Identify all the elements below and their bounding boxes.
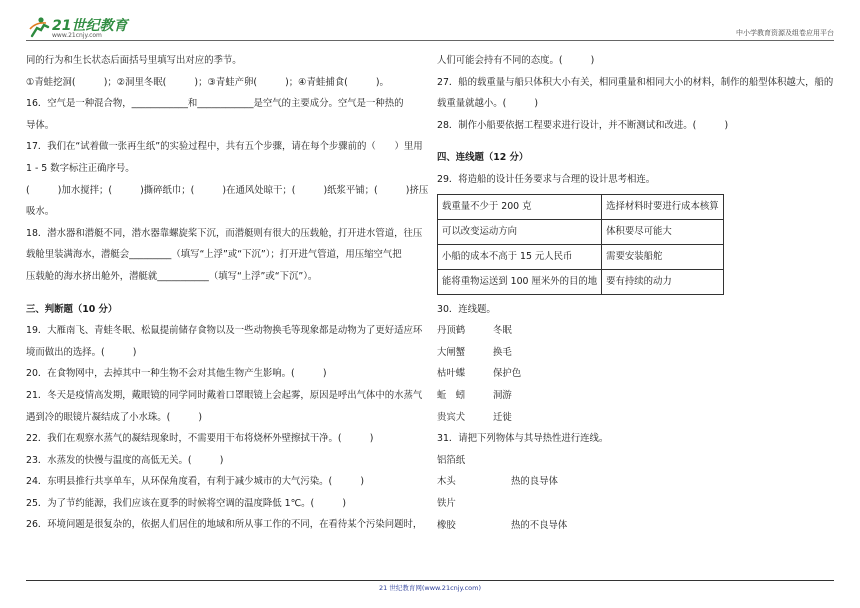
object-label: 铁片	[437, 497, 456, 509]
table-cell: 需要安装船舵	[602, 244, 724, 269]
match-pair	[437, 342, 837, 364]
runner-logo-icon	[28, 16, 50, 38]
behavior-label: 迁徙	[493, 411, 512, 423]
text-line: 27．船的载重量与船只体积大小有关，相同重量和相同大小的材料，制作的船型体积越大，船的	[437, 76, 834, 88]
spacer	[26, 288, 426, 299]
header-divider	[26, 40, 834, 41]
text-line: 25．为了节约能源，我们应该在夏季的时候将空调的温度降低 1℃。( )	[26, 497, 346, 509]
table-row	[438, 194, 724, 219]
behavior-label: 换毛	[493, 346, 512, 358]
text-line: 19．大雁南飞、青蛙冬眠、松鼠提前储存食物以及一些动物换毛等现象都是动物为了更好适应环	[26, 325, 423, 337]
text-line: 吸水。	[26, 206, 55, 218]
table-cell: 小船的成本不高于 15 元人民币	[438, 244, 602, 269]
question-30: 30．连线题。	[437, 303, 496, 315]
text-line: 22．我们在观察水蒸气的凝结现象时，不需要用干布将烧杯外壁擦拭干净。( )	[26, 433, 374, 445]
site-logo	[28, 14, 148, 40]
behavior-label: 洞游	[493, 389, 512, 401]
text-line: 28．制作小船要依据工程要求进行设计，并不断测试和改进。( )	[437, 119, 729, 131]
object-label: 木头	[437, 476, 456, 488]
table-row	[438, 219, 724, 244]
text-line: 同的行为和生长状态后面括号里填写出对应的季节。	[26, 55, 242, 66]
table-cell: 可以改变运动方向	[438, 219, 602, 244]
text-line: 23．水蒸发的快慢与温度的高低无关。( )	[26, 454, 224, 466]
text-line: ①青蛙挖洞( )；②洞里冬眠( )；③青蛙产卵( )；④青蛙捕食( )。	[26, 76, 389, 88]
text-line: 1 - 5 数字标注正确序号。	[26, 162, 135, 174]
animal-label: 丹顶鹤	[437, 325, 466, 337]
match-pair	[437, 493, 837, 515]
match-pair	[437, 320, 837, 342]
match-pair	[437, 515, 837, 537]
question-29: 29．将造船的设计任务要求与合理的设计思考相连。	[437, 173, 656, 185]
table-cell: 要有持续的动力	[602, 269, 724, 294]
table-row	[438, 244, 724, 269]
section-title-matching: 四、连线题（12 分）	[437, 152, 529, 164]
text-line: ( )加水搅拌；( )撕碎纸巾；( )在通风处晾干；( )纸浆平铺；( )挤压	[26, 184, 429, 196]
header-platform-text: 中小学教育资源及组卷应用平台	[736, 29, 834, 37]
behavior-label: 保护色	[493, 368, 522, 380]
text-line: 载舱里装满海水，潜艇会_________（填写“上浮”或“下沉”）；打开进气管道，用压缩空气把	[26, 249, 402, 261]
right-column	[437, 50, 837, 536]
logo-url-text: www.21cnjy.com	[52, 32, 102, 39]
question-31: 31．请把下列物体与其导热性进行连线。	[437, 433, 609, 445]
design-matching-table	[437, 194, 724, 295]
match-pair	[437, 471, 837, 493]
text-line: 26．环境问题是很复杂的，依据人们居住的地域和所从事工作的不同，在看待某个污染问题时，	[26, 519, 423, 531]
table-cell: 能将重物运送到 100 厘米外的目的地	[438, 269, 602, 294]
property-label: 热的不良导体	[511, 519, 568, 531]
match-pair	[437, 450, 837, 472]
logo-brand-text: 21世纪教育	[52, 18, 128, 34]
text-line: 遇到冷的眼镜片凝结成了小水珠。( )	[26, 411, 203, 423]
text-line: 21．冬天是疫情高发期，戴眼镜的同学同时戴着口罩眼镜上会起雾，原因是呼出气体中的水蒸气	[26, 389, 423, 401]
match-pair	[437, 385, 837, 407]
text-line: 20．在食物网中，去掉其中一种生物不会对其他生物产生影响。( )	[26, 368, 327, 380]
behavior-label: 冬眠	[493, 325, 512, 337]
property-label: 热的良导体	[511, 476, 558, 488]
text-line: 压载舱的海水挤出舱外，潜艇就___________（填写“上浮”或“下沉”）。	[26, 270, 318, 282]
left-column	[26, 50, 429, 536]
text-line: 24．东明县推行共享单车，从环保角度看，有利于减少城市的大气污染。( )	[26, 476, 364, 488]
animal-label: 大闸蟹	[437, 346, 466, 358]
object-label: 铝箔纸	[437, 454, 466, 466]
section-title-judgement: 三、判断题（10 分）	[26, 303, 118, 315]
animal-label: 枯叶蝶	[437, 368, 466, 380]
match-pair	[437, 407, 837, 429]
text-line: 境而做出的选择。( )	[26, 346, 137, 358]
table-cell: 载重量不少于 200 克	[438, 194, 602, 219]
text-line: 导体。	[26, 119, 55, 131]
text-line: 载重量就越小。( )	[437, 98, 539, 110]
table-row	[438, 269, 724, 294]
footer-text: 21 世纪教育网(www.21cnjy.com)	[379, 584, 481, 592]
text-line: 16．空气是一种混合物，____________和____________是空气的主要成分。空气是一种热的	[26, 98, 404, 110]
animal-label: 蚯 蚓	[437, 389, 466, 401]
object-label: 橡胶	[437, 519, 456, 531]
text-line: 人们可能会持有不同的态度。( )	[437, 55, 595, 66]
footer-divider	[26, 580, 834, 581]
table-cell: 选择材料时要进行成本核算	[602, 194, 724, 219]
table-cell: 体积要尽可能大	[602, 219, 724, 244]
text-line: 18．潜水器和潜艇不同，潜水器靠螺旋桨下沉，而潜艇则有很大的压载舱，打开进水管道，往压	[26, 227, 423, 239]
match-pair	[437, 363, 837, 385]
text-line: 17．我们在“试着做一张再生纸”的实验过程中，共有五个步骤，请在每个步骤前的（ ）里用	[26, 141, 423, 153]
spacer	[437, 136, 837, 147]
animal-label: 贵宾犬	[437, 411, 466, 423]
